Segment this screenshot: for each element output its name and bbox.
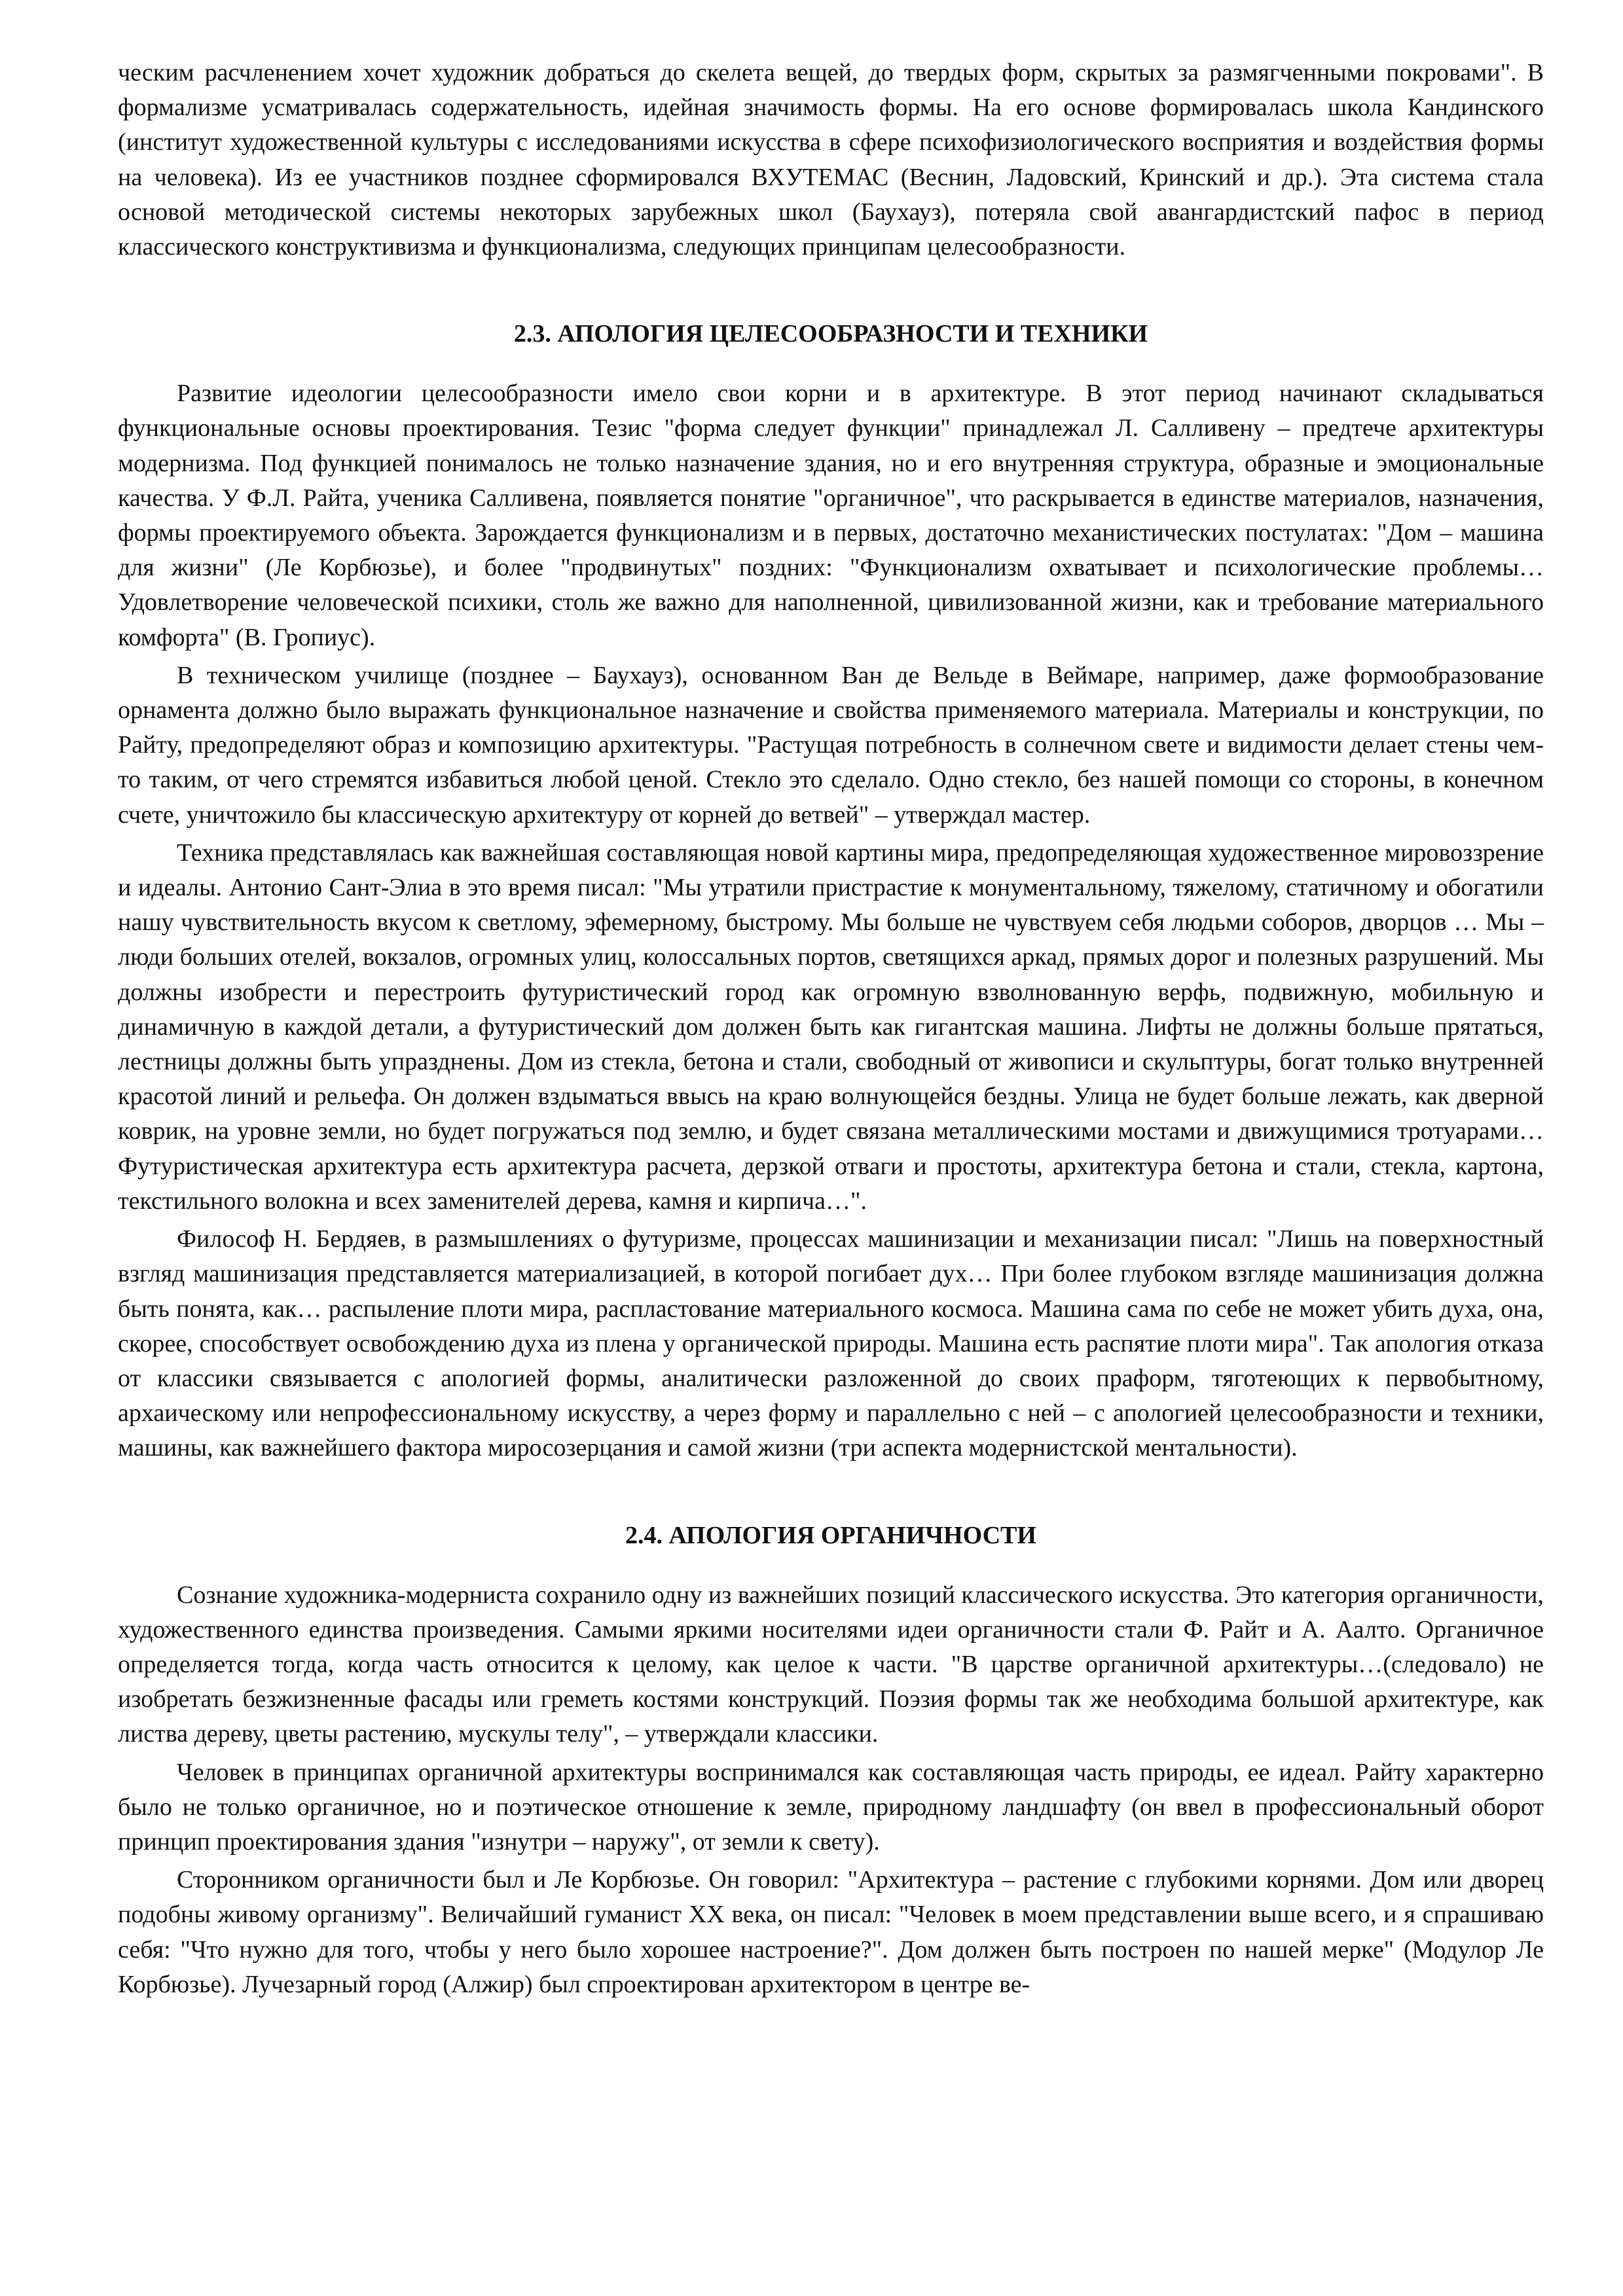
section-2-4-paragraph-3: Сторонником органичности был и Ле Корбюзье. Он говорил: "Архитектура – растение с глубокими корнями. Дом или дворец подобны живому организму". Величайший гуманист XX века, он писал: "Человек в моем представлении выше всего, и я спрашиваю себя: "Что нужно для того, чтобы у него было хорошее настроение?". Дом должен быть построен по нашей мерке" (Модулор Ле Корбюзье). Лучезарный город (Алжир) был спроектирован архитектором в центре ве-: [118, 1866, 1544, 1998]
section-2-3-paragraph-2: В техническом училище (позднее – Баухауз), основанном Ван де Вельде в Веймаре, например, даже формообразование орнамента должно было выражать функциональное назначение и свойства применяемого материала. Материалы и конструкции, по Райту, предопределяют образ и композицию архитектуры. "Растущая потребность в солнечном свете и видимости делает стены чем-то таким, от чего стремятся избавиться любой ценой. Стекло это сделало. Одно стекло, без нашей помощи со стороны, в конечном счете, уничтожило бы классическую архитектуру от корней до ветвей" – утверждал мастер.: [118, 661, 1544, 829]
section-2-4-paragraph-1: Сознание художника-модерниста сохранило одну из важнейших позиций классического искусства. Это категория органичности, художественного единства произведения. Самыми яркими носителями идеи органичности стали Ф. Райт и А. Аалто. Органичное определяется тогда, когда часть относится к целому, как целое к части. "В царстве органичной архитектуры…(следовало) не изобретать безжизненные фасады или греметь костями конструкций. Поэзия формы так же необходима большой архитектуре, как листва дереву, цветы растению, мускулы телу", – утверждали классики.: [118, 1581, 1544, 1748]
document-page: [118, 56, 1544, 2002]
section-2-4-paragraph-2: Человек в принципах органичной архитектуры воспринимался как составляющая часть природы, ее идеал. Райту характерно было не только органичное, но и поэтическое отношение к земле, природному ландшафту (он ввел в профессиональный оборот принцип проектирования здания "изнутри – наружу", от земли к свету).: [118, 1758, 1544, 1856]
intro-paragraph: ческим расчленением хочет художник добраться до скелета вещей, до твердых форм, скрытых за размягченными покровами". В формализме усматривалась содержательность, идейная значимость формы. На его основе формировалась школа Кандинского (институт художественной культуры с исследованиями искусства в сфере психофизиологического восприятия и воздействия формы на человека). Из ее участников позднее сформировался ВХУТЕМАС (Веснин, Ладовский, Кринский и др.). Эта система стала основой методической системы некоторых зарубежных школ (Баухауз), потеряла свой авангардистский пафос в период классического конструктивизма и функционализма, следующих принципам целесообразности.: [118, 59, 1544, 261]
section-2-3-heading: 2.3. АПОЛОГИЯ ЦЕЛЕСООБРАЗНОСТИ И ТЕХНИКИ: [513, 320, 1148, 348]
section-2-3-paragraph-4: Философ Н. Бердяев, в размышлениях о футуризме, процессах машинизации и механизации писал: "Лишь на поверхностный взгляд машинизация представляется материализацией, в которой погибает дух… При более глубоком взгляде машинизация должна быть понята, как… распыление плоти мира, распластование материального космоса. Машина сама по себе не может убить духа, она, скорее, способствует освобождению духа из плена у органической природы. Машина есть распятие плоти мира". Так апология отказа от классики связывается с апологией формы, аналитически разложенной до своих праформ, тяготеющих к первобытному, архаическому или непрофессиональному искусству, а через форму и параллельно с ней – с апологией целесообразности и техники, машины, как важнейшего фактора миросозерцания и самой жизни (три аспекта модернистской ментальности).: [118, 1225, 1544, 1462]
section-2-3-paragraph-1: Развитие идеологии целесообразности имело свои корни и в архитектуре. В этот период начинают складываться функциональные основы проектирования. Тезис "форма следует функции" принадлежал Л. Салливену – предтече архитектуры модернизма. Под функцией понималось не только назначение здания, но и его внутренняя структура, образные и эмоциональные качества. У Ф.Л. Райта, ученика Салливена, появляется понятие "органичное", что раскрывается в единстве материалов, назначения, формы проектируемого объекта. Зарождается функционализм и в первых, достаточно механистических постулатах: "Дом – машина для жизни" (Ле Корбюзье), и более "продвинутых" поздних: "Функционализм охватывает и психологические проблемы… Удовлетворение человеческой психики, столь же важно для наполненной, цивилизованной жизни, как и требование материального комфорта" (В. Гропиус).: [118, 380, 1544, 651]
section-2-4-heading: 2.4. АПОЛОГИЯ ОРГАНИЧНОСТИ: [625, 1521, 1036, 1549]
section-2-3-paragraph-3: Техника представлялась как важнейшая составляющая новой картины мира, предопределяющая художественное мировоззрение и идеалы. Антонио Сант-Элиа в это время писал: "Мы утратили пристрастие к монументальному, тяжелому, статичному и обогатили нашу чувствительность вкусом к светлому, эфемерному, быстрому. Мы больше не чувствуем себя людьми соборов, дворцов … Мы – люди больших отелей, вокзалов, огромных улиц, колоссальных портов, светящихся аркад, прямых дорог и полезных разрушений. Мы должны изобрести и перестроить футуристический город как огромную взволнованную верфь, подвижную, мобильную и динамичную в каждой детали, а футуристический дом должен быть как гигантская машина. Лифты не должны больше прятаться, лестницы должны быть упразднены. Дом из стекла, бетона и стали, свободный от живописи и скульптуры, богат только внутренней красотой линий и рельефа. Он должен вздыматься ввысь на краю волнующейся бездны. Улица не будет больше лежать, как дверной коврик, на уровне земли, но будет погружаться под землю, и будет связана металлическими мостами и движущимися тротуарами… Футуристическая архитектура есть архитектура расчета, дерзкой отваги и простоты, архитектура бетона и стали, стекла, картона, текстильного волокна и всех заменителей дерева, камня и кирпича…".: [118, 838, 1544, 1215]
